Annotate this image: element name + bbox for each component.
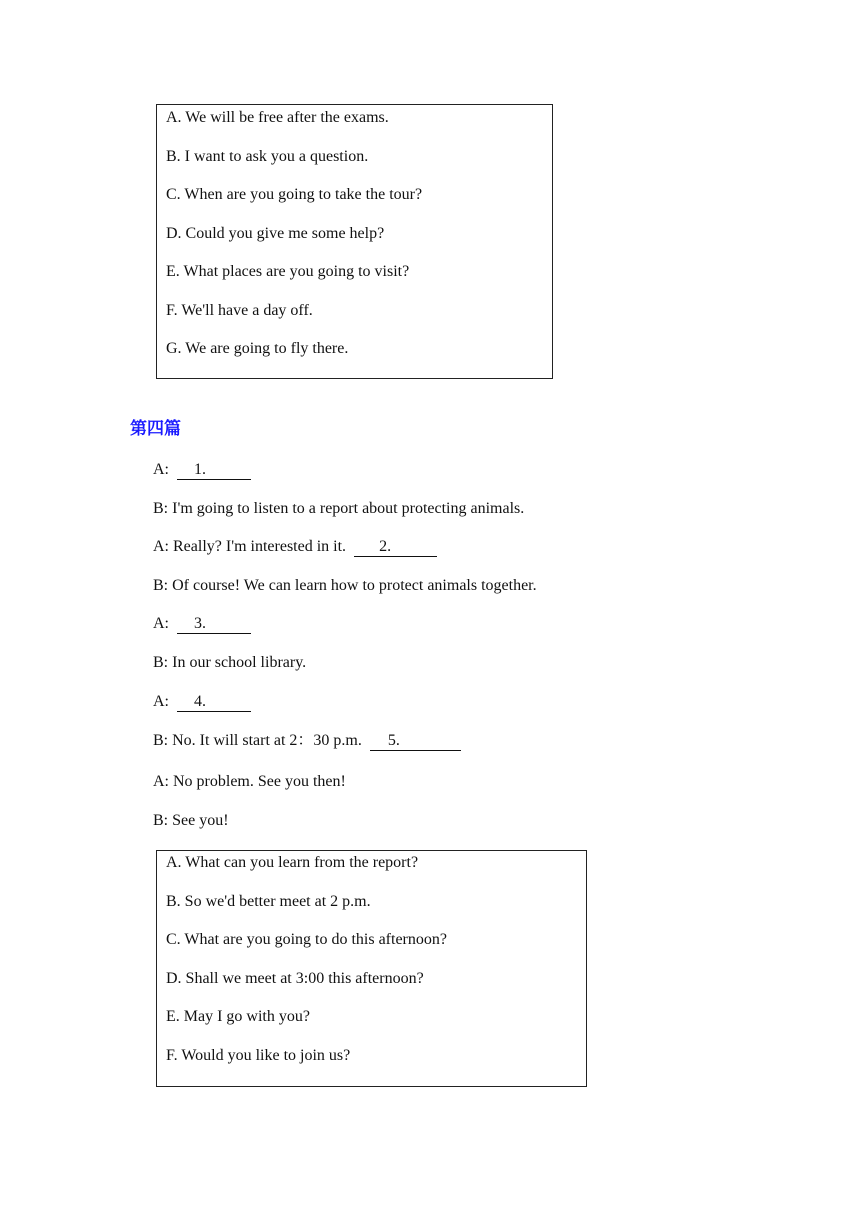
option-item: C. What are you going to do this afternoon? [166,931,447,948]
dialogue-text: B: See you! [153,812,229,829]
options-box-1 [156,104,553,379]
dialogue-line [153,576,537,596]
dialogue-line [153,772,346,792]
answer-blank[interactable]: 4. [177,693,251,712]
options-box-2 [156,850,587,1087]
option-item: A. We will be free after the exams. [166,109,389,126]
dialogue-line [153,653,306,673]
dialogue-line [153,614,251,634]
option-item: E. What places are you going to visit? [166,263,410,280]
option-item: E. May I go with you? [166,1008,310,1025]
option-item: D. Could you give me some help? [166,225,385,242]
option-item: C. When are you going to take the tour? [166,186,423,203]
option-item: B. I want to ask you a question. [166,148,369,165]
dialogue-text: B: I'm going to listen to a report about protecting animals. [153,500,525,517]
section-heading: 第四篇 [130,419,181,439]
dialogue-line [153,731,461,751]
dialogue-text: A: No problem. See you then! [153,773,346,790]
dialogue-line [153,460,251,480]
option-item: A. What can you learn from the report? [166,854,419,871]
dialogue-text: B: Of course! We can learn how to protect animals together. [153,577,537,594]
answer-blank[interactable]: 2. [354,538,437,557]
dialogue-line [153,692,251,712]
answer-blank[interactable]: 1. [177,461,251,480]
dialogue-line [153,811,229,831]
answer-blank[interactable]: 3. [177,615,251,634]
option-item: D. Shall we meet at 3:00 this afternoon? [166,970,424,987]
option-item: B. So we'd better meet at 2 p.m. [166,893,371,910]
dialogue-line [153,537,437,557]
option-item: G. We are going to fly there. [166,340,349,357]
dialogue-text: B: In our school library. [153,654,307,671]
answer-blank[interactable]: 5. [370,732,461,751]
dialogue-text: A: Really? I'm interested in it. [153,538,347,555]
dialogue-text: A: [153,615,169,632]
dialogue-line [153,499,524,519]
dialogue-text: A: [153,693,169,710]
dialogue-text: B: No. It will start at 2：30 p.m. [153,732,362,749]
option-item: F. We'll have a day off. [166,302,313,319]
dialogue-text: A: [153,461,169,478]
option-item: F. Would you like to join us? [166,1047,351,1064]
